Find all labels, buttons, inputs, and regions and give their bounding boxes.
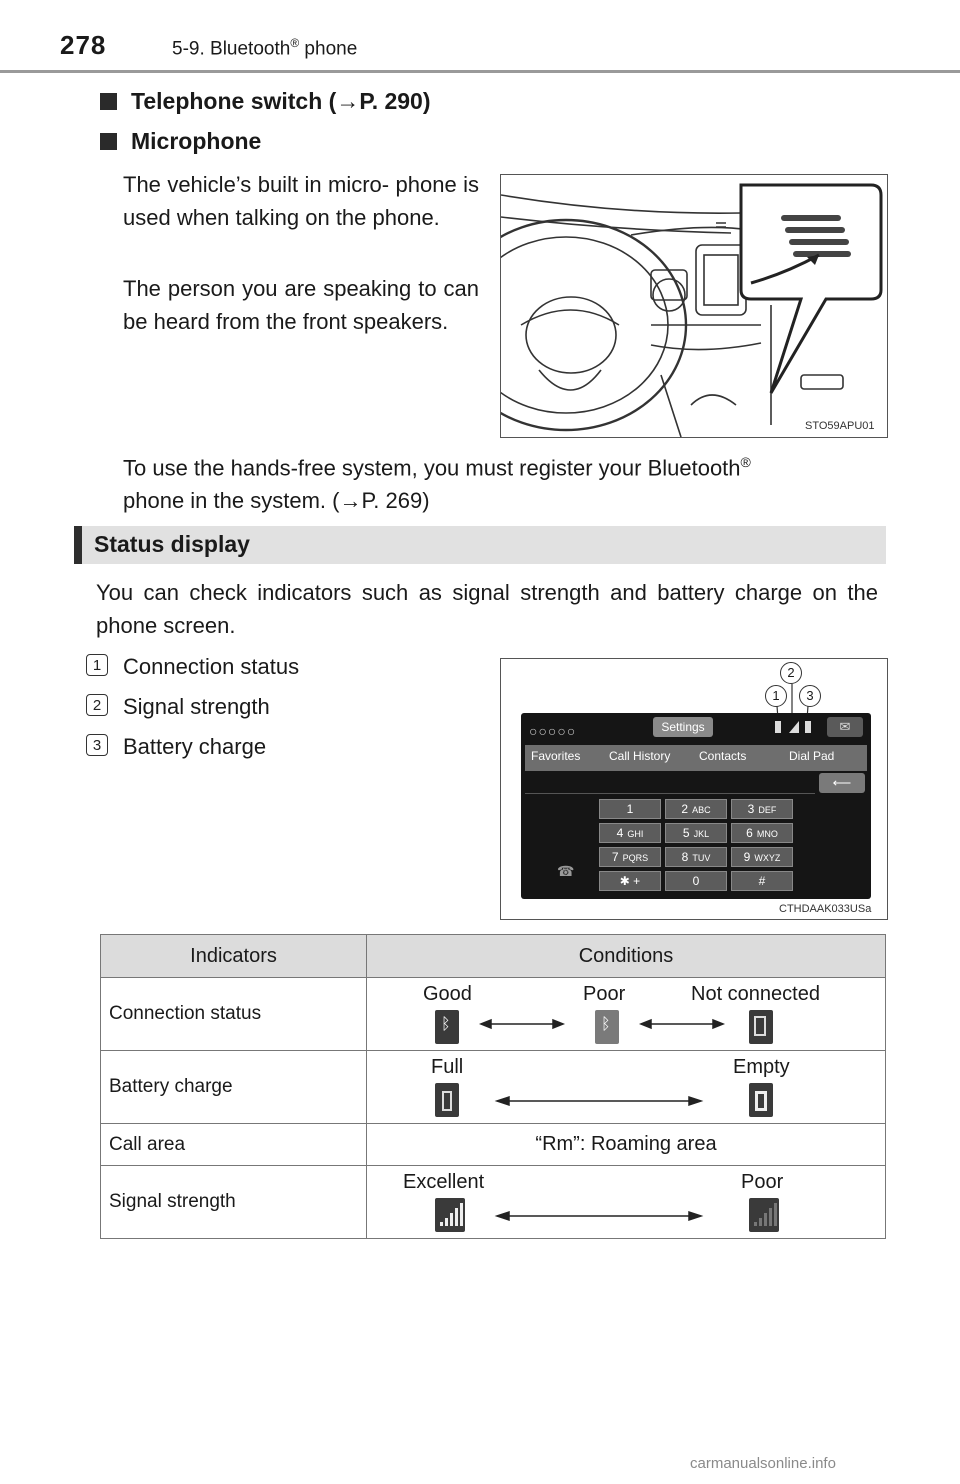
keypad-key-letters: DEF: [758, 805, 777, 815]
keypad-key[interactable]: [665, 871, 727, 891]
list-label-signal-strength: Signal strength: [123, 694, 270, 719]
section-title: [172, 36, 357, 60]
heading-microphone: [100, 128, 261, 155]
keypad-key-letters: MNO: [756, 829, 778, 839]
keypad-key-number: 7: [611, 850, 619, 864]
connection-arrows: [467, 1014, 767, 1034]
callout-1: 1: [765, 685, 787, 707]
list-label-battery-charge: Battery charge: [123, 734, 267, 759]
bluetooth-good-icon: ᛒ: [435, 1010, 459, 1044]
row-cond-signal: [367, 1166, 886, 1239]
microphone-para-2: The person you are speaking to can be heard from the front speakers.: [123, 276, 479, 334]
keypad-key-number: #: [758, 874, 766, 888]
keypad-key[interactable]: [731, 799, 793, 819]
keypad-key[interactable]: [599, 871, 661, 891]
keypad-key-number: 1: [626, 802, 634, 816]
table-row-call-area: [101, 1124, 886, 1166]
tab-call-history[interactable]: Call History: [609, 749, 671, 763]
dashboard-microphone-illustration: [500, 174, 888, 438]
status-display-bar-edge: [74, 526, 82, 564]
signal-arrow: [487, 1206, 747, 1226]
signal-excellent-icon: [435, 1198, 465, 1232]
keypad-key-number: 3: [747, 802, 755, 816]
page-number: 278: [60, 30, 107, 60]
cond-poor: Poor: [583, 983, 626, 1005]
keypad-key-number: 6: [746, 826, 753, 840]
keypad-key[interactable]: [731, 871, 793, 891]
status-intro: You can check indicators such as signal strength and battery charge on the phone screen.: [96, 580, 878, 638]
row-cond-battery: [367, 1051, 886, 1124]
status-display-heading: Status display: [94, 531, 250, 557]
square-bullet-icon: [100, 93, 117, 110]
keypad-key[interactable]: [665, 823, 727, 843]
square-bullet-icon: [100, 133, 117, 150]
tab-contacts[interactable]: Contacts: [699, 749, 747, 763]
settings-button[interactable]: Settings: [653, 717, 713, 737]
battery-empty-icon: [749, 1083, 773, 1117]
list-number-1: 1: [86, 654, 108, 676]
keypad-key-letters: GHI: [627, 829, 644, 839]
keypad-key-letters: TUV: [692, 853, 711, 863]
cond-good: Good: [423, 983, 472, 1005]
cond-excellent: Excellent: [403, 1171, 485, 1193]
bluetooth-poor-icon: ᛒ: [595, 1010, 619, 1044]
keypad-key[interactable]: [599, 799, 661, 819]
keypad-key[interactable]: [731, 847, 793, 867]
row-cond-connection: [367, 978, 886, 1051]
cond-not-connected: Not connected: [691, 983, 820, 1005]
table-header-row: [101, 935, 886, 978]
row-label-battery-charge: Battery charge: [101, 1051, 367, 1124]
keypad-key-number: 4: [616, 826, 624, 840]
phone-screen-illustration: [500, 658, 888, 920]
number-input[interactable]: [525, 775, 815, 794]
register-paragraph: [123, 446, 886, 517]
heading-microphone-text: Microphone: [131, 128, 262, 154]
keypad-key[interactable]: [665, 847, 727, 867]
cond-full: Full: [431, 1056, 464, 1078]
section-title-registered: ®: [290, 36, 300, 50]
row-cond-call-area: “Rm”: Roaming area: [367, 1124, 886, 1166]
keypad-key-letters: WXYZ: [754, 853, 781, 863]
signal-dots-icon: ○○○○○: [529, 723, 577, 739]
footer-watermark: carmanualsonline.info: [690, 1455, 836, 1472]
keypad-key-number: 0: [692, 874, 700, 888]
phone-figure-code: CTHDAAK033USa: [779, 903, 872, 915]
list-number-2: 2: [86, 694, 108, 716]
section-title-suffix: phone: [299, 38, 358, 60]
signal-strength-icon: [789, 721, 799, 733]
battery-arrow: [487, 1091, 747, 1111]
battery-full-icon: [435, 1083, 459, 1117]
dashboard-drawing: [501, 175, 887, 437]
keypad-key-number: 8: [681, 850, 689, 864]
register-registered-mark: ®: [740, 454, 751, 470]
keypad-key-number: 9: [743, 850, 751, 864]
tab-favorites[interactable]: Favorites: [531, 749, 581, 763]
keypad-key-letters: ABC: [692, 805, 711, 815]
row-label-connection-status: Connection status: [101, 978, 367, 1051]
callout-3: 3: [799, 685, 821, 707]
backspace-button[interactable]: ⟵: [819, 773, 865, 793]
row-label-call-area: Call area: [101, 1124, 367, 1166]
keypad-key[interactable]: [599, 823, 661, 843]
keypad-key-number: 5: [682, 826, 690, 840]
section-title-text: 5-9. Bluetooth: [172, 38, 291, 60]
phone-handset-icon[interactable]: ☎: [557, 863, 575, 879]
dash-figure-code: STO59APU01: [805, 420, 875, 432]
phone-screen-display: [521, 713, 871, 899]
keypad-key-number: 2: [681, 802, 689, 816]
connection-status-icon: [775, 721, 781, 733]
keypad-key-letters: PQRS: [622, 853, 649, 863]
signal-poor-icon: [749, 1198, 779, 1232]
indicators-table: [100, 934, 886, 1239]
table-header-indicators: Indicators: [101, 935, 367, 978]
keypad-key-number: ✱ +: [619, 874, 641, 888]
table-row-signal: [101, 1166, 886, 1239]
heading-telephone-switch-text: Telephone switch (→P. 290): [131, 88, 431, 114]
table-header-conditions: Conditions: [367, 935, 886, 978]
register-line-2: phone in the system. (→P. 269): [123, 488, 430, 514]
mail-icon[interactable]: ✉: [827, 717, 863, 737]
heading-telephone-switch: [100, 88, 431, 115]
microphone-para-1: The vehicle’s built in micro- phone is used when talking on the phone.: [123, 172, 479, 230]
keypad-key[interactable]: [665, 799, 727, 819]
keypad-key[interactable]: [731, 823, 793, 843]
keypad-key[interactable]: [599, 847, 661, 867]
cond-empty: Empty: [733, 1056, 790, 1078]
battery-charge-icon: [805, 721, 811, 733]
keypad-key-letters: JKL: [693, 829, 710, 839]
table-row-connection: [101, 978, 886, 1051]
cond-signal-poor: Poor: [741, 1171, 784, 1193]
table-row-battery: [101, 1051, 886, 1124]
row-label-signal-strength: Signal strength: [101, 1166, 367, 1239]
callout-2: 2: [780, 662, 802, 684]
register-line-1: To use the hands-free system, you must register your Bluetooth: [123, 455, 741, 481]
header-rule: [0, 70, 960, 73]
list-number-3: 3: [86, 734, 108, 756]
tab-dial-pad[interactable]: Dial Pad: [789, 749, 835, 763]
list-label-connection-status: Connection status: [123, 654, 300, 679]
